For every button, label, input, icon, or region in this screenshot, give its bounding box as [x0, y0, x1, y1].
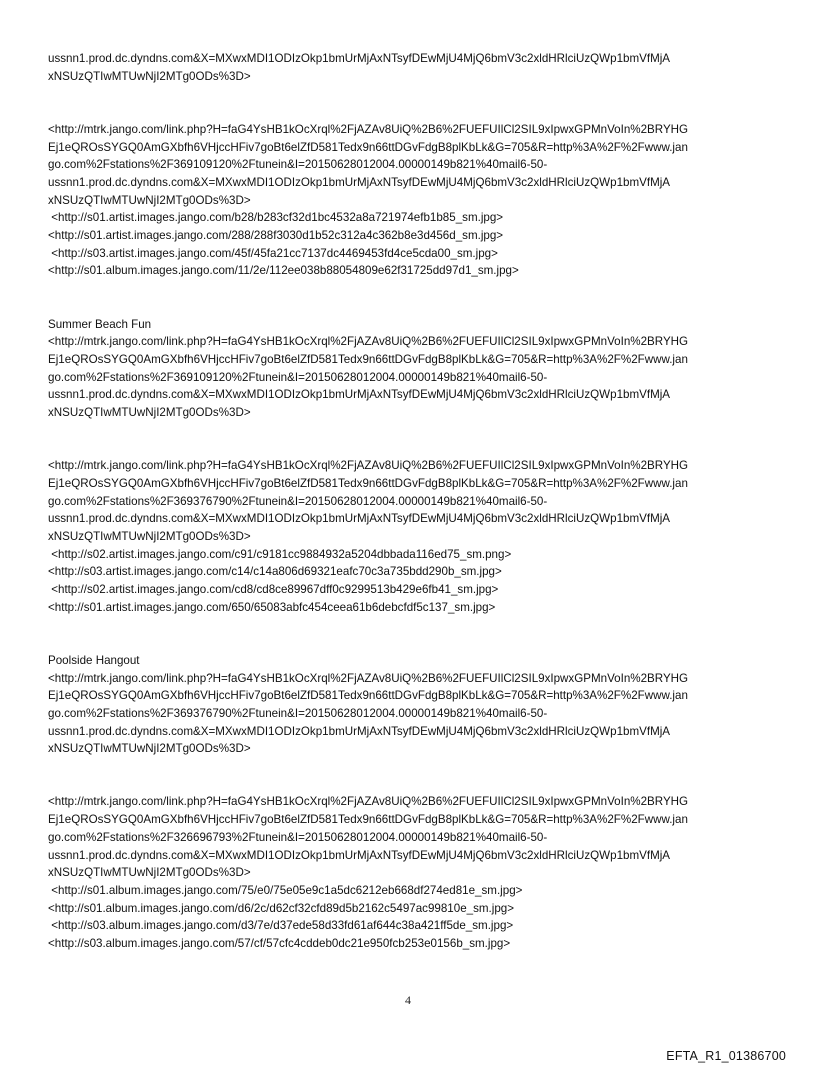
tracking-link-line[interactable]: Ej1eQROsSYGQ0AmGXbfh6VHjccHFiv7goBt6elZfD581Tedx9n66ttDGvFdgB8plKbLk&G=705&R=http%3A%2F%2Fwww.jan	[48, 140, 688, 154]
tracking-link-line[interactable]: xNSUzQTIwMTUwNjI2MTg0ODs%3D>	[48, 529, 251, 543]
email-block	[48, 316, 778, 422]
tracking-link-line[interactable]: xNSUzQTIwMTUwNjI2MTg0ODs%3D>	[48, 69, 251, 83]
tracking-link-line[interactable]: <http://mtrk.jango.com/link.php?H=faG4YsHB1kOcXrql%2FjAZAv8UiQ%2B6%2FUEFUIlCl2SIL9xIpwxGPMnVoIn%2BRYHG	[48, 459, 689, 473]
tracking-link-line[interactable]: <http://mtrk.jango.com/link.php?H=faG4YsHB1kOcXrql%2FjAZAv8UiQ%2B6%2FUEFUIlCl2SIL9xIpwxGPMnVoIn%2BRYHG	[48, 122, 689, 136]
email-block	[48, 652, 778, 758]
paragraph-gap	[48, 422, 778, 457]
tracking-link-line[interactable]: ussnn1.prod.dc.dyndns.com&X=MXwxMDI1ODIzOkp1bmUrMjAxNTsyfDEwMjU4MjQ6bmV3c2xldHRlciUzQWp1bmVfMjA	[48, 175, 671, 189]
tracking-link-line[interactable]: Ej1eQROsSYGQ0AmGXbfh6VHjccHFiv7goBt6elZfD581Tedx9n66ttDGvFdgB8plKbLk&G=705&R=http%3A%2F%2Fwww.jan	[48, 476, 688, 490]
tracking-link-line[interactable]: go.com%2Fstations%2F326696793%2Ftunein&I=20150628012004.00000149b821%40mail6-50-	[48, 830, 548, 844]
tracking-link-line[interactable]: <http://mtrk.jango.com/link.php?H=faG4YsHB1kOcXrql%2FjAZAv8UiQ%2B6%2FUEFUIlCl2SIL9xIpwxGPMnVoIn%2BRYHG	[48, 795, 689, 809]
tracking-link-line[interactable]: Ej1eQROsSYGQ0AmGXbfh6VHjccHFiv7goBt6elZfD581Tedx9n66ttDGvFdgB8plKbLk&G=705&R=http%3A%2F%2Fwww.jan	[48, 352, 688, 366]
image-url-line[interactable]: <http://s03.album.images.jango.com/d3/7e/d37ede58d33fd61af644c38a421ff5de_sm.jpg>	[48, 919, 514, 933]
tracking-link-line[interactable]: xNSUzQTIwMTUwNjI2MTg0ODs%3D>	[48, 193, 251, 207]
paragraph-gap	[48, 616, 778, 651]
paragraph-gap	[48, 85, 778, 120]
tracking-link-line[interactable]: ussnn1.prod.dc.dyndns.com&X=MXwxMDI1ODIzOkp1bmUrMjAxNTsyfDEwMjU4MjQ6bmV3c2xldHRlciUzQWp1bmVfMjA	[48, 52, 671, 65]
tracking-link-line[interactable]: <http://mtrk.jango.com/link.php?H=faG4YsHB1kOcXrql%2FjAZAv8UiQ%2B6%2FUEFUIlCl2SIL9xIpwxGPMnVoIn%2BRYHG	[48, 335, 689, 349]
tracking-link-line[interactable]: go.com%2Fstations%2F369109120%2Ftunein&I=20150628012004.00000149b821%40mail6-50-	[48, 158, 548, 172]
station-title: Summer Beach Fun	[48, 317, 152, 331]
tracking-link-line[interactable]: go.com%2Fstations%2F369109120%2Ftunein&I=20150628012004.00000149b821%40mail6-50-	[48, 370, 548, 384]
tracking-link-line[interactable]: Ej1eQROsSYGQ0AmGXbfh6VHjccHFiv7goBt6elZfD581Tedx9n66ttDGvFdgB8plKbLk&G=705&R=http%3A%2F%2Fwww.jan	[48, 689, 688, 703]
document-body	[48, 50, 778, 953]
tracking-link-line[interactable]: xNSUzQTIwMTUwNjI2MTg0ODs%3D>	[48, 866, 251, 880]
tracking-link-line[interactable]: go.com%2Fstations%2F369376790%2Ftunein&I=20150628012004.00000149b821%40mail6-50-	[48, 494, 548, 508]
paragraph-gap	[48, 758, 778, 793]
station-title: Poolside Hangout	[48, 653, 140, 667]
tracking-link-line[interactable]: xNSUzQTIwMTUwNjI2MTg0ODs%3D>	[48, 742, 251, 756]
image-url-line[interactable]: <http://s03.album.images.jango.com/57/cf/57cfc4cddeb0dc21e950fcb253e0156b_sm.jpg>	[48, 937, 511, 951]
tracking-link-line[interactable]: ussnn1.prod.dc.dyndns.com&X=MXwxMDI1ODIzOkp1bmUrMjAxNTsyfDEwMjU4MjQ6bmV3c2xldHRlciUzQWp1bmVfMjA	[48, 848, 671, 862]
tracking-link-line[interactable]: ussnn1.prod.dc.dyndns.com&X=MXwxMDI1ODIzOkp1bmUrMjAxNTsyfDEwMjU4MjQ6bmV3c2xldHRlciUzQWp1bmVfMjA	[48, 512, 671, 526]
image-url-line[interactable]: <http://s01.album.images.jango.com/d6/2c/d62cf32cfd89d5b2162c5497ac99810e_sm.jpg>	[48, 901, 515, 915]
image-url-line[interactable]: <http://s01.artist.images.jango.com/b28/b283cf32d1bc4532a8a721974efb1b85_sm.jpg>	[48, 211, 504, 225]
tracking-link-line[interactable]: go.com%2Fstations%2F369376790%2Ftunein&I=20150628012004.00000149b821%40mail6-50-	[48, 706, 548, 720]
page-number: 4	[405, 993, 411, 1007]
image-url-line[interactable]: <http://s01.artist.images.jango.com/288/288f3030d1b52c312a4c362b8e3d456d_sm.jpg>	[48, 229, 504, 243]
paragraph-gap	[48, 280, 778, 315]
image-url-line[interactable]: <http://s01.album.images.jango.com/11/2e/112ee038b88054809e62f31725dd97d1_sm.jpg>	[48, 264, 519, 278]
image-url-line[interactable]: <http://s03.artist.images.jango.com/45f/45fa21cc7137dc4469453fd4ce5cda00_sm.jpg>	[48, 246, 498, 260]
image-url-line[interactable]: <http://s01.artist.images.jango.com/650/65083abfc454ceea61b6debcfdf5c137_sm.jpg>	[48, 600, 496, 614]
tracking-link-line[interactable]: <http://mtrk.jango.com/link.php?H=faG4YsHB1kOcXrql%2FjAZAv8UiQ%2B6%2FUEFUIlCl2SIL9xIpwxGPMnVoIn%2BRYHG	[48, 671, 689, 685]
image-url-line[interactable]: <http://s01.album.images.jango.com/75/e0/75e05e9c1a5dc6212eb668df274ed81e_sm.jpg>	[48, 883, 523, 897]
email-block	[48, 457, 778, 616]
tracking-link-line[interactable]: ussnn1.prod.dc.dyndns.com&X=MXwxMDI1ODIzOkp1bmUrMjAxNTsyfDEwMjU4MjQ6bmV3c2xldHRlciUzQWp1bmVfMjA	[48, 724, 671, 738]
document-id: EFTA_R1_01386700	[666, 1049, 786, 1063]
email-block	[48, 50, 778, 85]
image-url-line[interactable]: <http://s02.artist.images.jango.com/cd8/cd8ce89967dff0c9299513b429e6fb41_sm.jpg>	[48, 583, 499, 597]
email-block	[48, 121, 778, 280]
image-url-line[interactable]: <http://s02.artist.images.jango.com/c91/c9181cc9884932a5204dbbada116ed75_sm.png>	[48, 547, 512, 561]
email-block	[48, 793, 778, 952]
tracking-link-line[interactable]: Ej1eQROsSYGQ0AmGXbfh6VHjccHFiv7goBt6elZfD581Tedx9n66ttDGvFdgB8plKbLk&G=705&R=http%3A%2F%2Fwww.jan	[48, 813, 688, 827]
image-url-line[interactable]: <http://s03.artist.images.jango.com/c14/c14a806d69321eafc70c3a735bdd290b_sm.jpg>	[48, 565, 502, 579]
tracking-link-line[interactable]: ussnn1.prod.dc.dyndns.com&X=MXwxMDI1ODIzOkp1bmUrMjAxNTsyfDEwMjU4MjQ6bmV3c2xldHRlciUzQWp1bmVfMjA	[48, 388, 671, 402]
tracking-link-line[interactable]: xNSUzQTIwMTUwNjI2MTg0ODs%3D>	[48, 406, 251, 420]
